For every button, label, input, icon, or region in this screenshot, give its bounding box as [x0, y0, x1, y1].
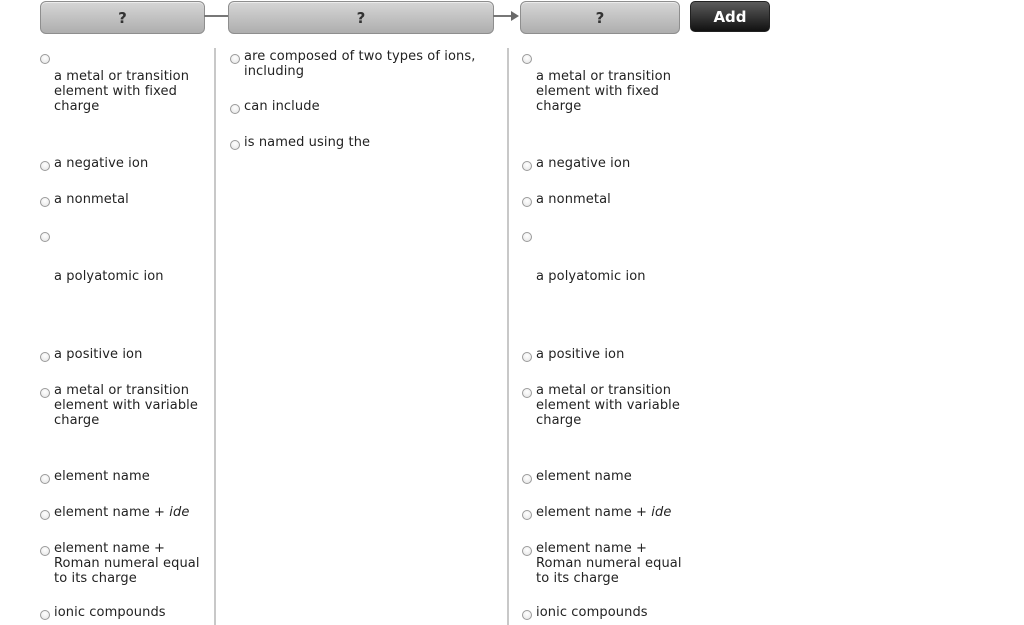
radio-button[interactable] [522, 54, 532, 64]
radio-button[interactable] [522, 610, 532, 620]
radio-button[interactable] [230, 104, 240, 114]
column-divider-2 [507, 48, 509, 625]
option-label: a positive ion [54, 347, 143, 362]
option-label: a metal or transition element with variable charge [536, 383, 680, 428]
radio-button[interactable] [522, 352, 532, 362]
radio-button[interactable] [40, 232, 50, 242]
radio-button[interactable] [522, 197, 532, 207]
concept-slot-3-label: ? [595, 8, 605, 27]
option-label: element name [54, 469, 150, 484]
option-label: element name [536, 469, 632, 484]
option-label: a metal or transition element with variable charge [54, 383, 198, 428]
connector-line-2 [493, 15, 513, 17]
radio-button[interactable] [522, 546, 532, 556]
add-button[interactable]: Add [690, 1, 770, 32]
arrow-right-icon [511, 11, 519, 21]
radio-button[interactable] [40, 197, 50, 207]
option-label: a polyatomic ion [536, 269, 646, 284]
option-label: ionic compounds [536, 605, 648, 620]
radio-button[interactable] [40, 54, 50, 64]
radio-button[interactable] [40, 388, 50, 398]
concept-slot-1[interactable] [40, 1, 205, 34]
connector-line-1 [204, 15, 228, 17]
radio-button[interactable] [40, 610, 50, 620]
option-label: a nonmetal [536, 192, 611, 207]
option-label: element name + ide [54, 505, 190, 520]
column-divider-1 [214, 48, 216, 625]
option-label: a negative ion [54, 156, 149, 171]
option-label: a positive ion [536, 347, 625, 362]
radio-button[interactable] [522, 474, 532, 484]
concept-slot-1-label: ? [118, 8, 127, 27]
option-label: a negative ion [536, 156, 631, 171]
option-label: can include [244, 99, 320, 114]
option-label: element name + Roman numeral equal to its charge [536, 541, 682, 586]
radio-button[interactable] [40, 474, 50, 484]
radio-button[interactable] [230, 54, 240, 64]
option-label: a metal or transition element with fixed charge [536, 69, 672, 114]
option-label: element name + Roman numeral equal to its charge [54, 541, 200, 586]
radio-button[interactable] [522, 388, 532, 398]
option-label: a polyatomic ion [54, 269, 164, 284]
radio-button[interactable] [40, 161, 50, 171]
option-label: ionic compounds [54, 605, 166, 620]
radio-button[interactable] [230, 140, 240, 150]
radio-button[interactable] [522, 510, 532, 520]
concept-slot-2[interactable] [228, 1, 494, 34]
radio-button[interactable] [40, 546, 50, 556]
option-label: a nonmetal [54, 192, 129, 207]
option-label: are composed of two types of ions, including [244, 49, 476, 79]
option-label: a metal or transition element with fixed charge [54, 69, 190, 114]
radio-button[interactable] [522, 232, 532, 242]
radio-button[interactable] [40, 352, 50, 362]
option-label: is named using the [244, 135, 371, 150]
radio-button[interactable] [522, 161, 532, 171]
radio-button[interactable] [40, 510, 50, 520]
option-label: element name + ide [536, 505, 672, 520]
concept-slot-2-label: ? [356, 8, 366, 27]
concept-slot-3[interactable] [520, 1, 680, 34]
